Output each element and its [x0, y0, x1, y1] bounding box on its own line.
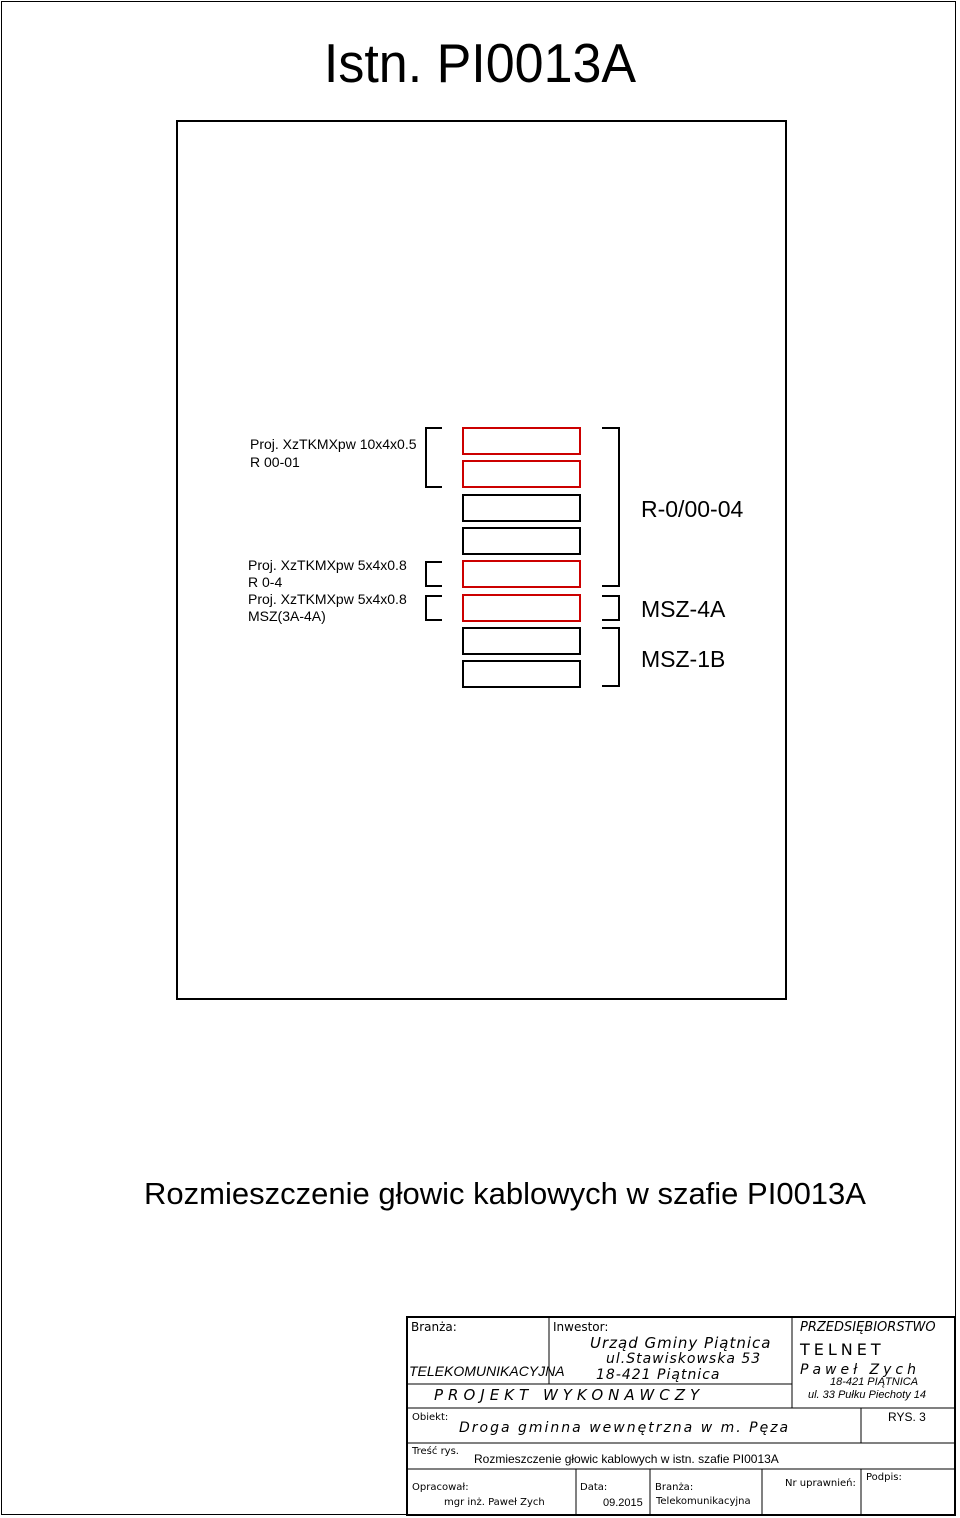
drawing-subtitle: Rozmieszczenie głowic kablowych w szafie PI0013A: [144, 1176, 866, 1211]
left-bracket-2: [426, 562, 442, 586]
tb-opracowal-value: mgr inż. Paweł Zych: [444, 1497, 545, 1508]
label-group3-cable: Proj. XzTKMXpw 5x4x0.8: [248, 591, 407, 607]
cable-head-8: [463, 661, 580, 687]
tb-rys: RYS. 3: [888, 1410, 926, 1424]
tb-branza-value: TELEKOMUNIKACYJNA: [409, 1363, 565, 1379]
tb-tresc-value: Rozmieszczenie głowic kablowych w istn. szafie PI0013A: [474, 1452, 779, 1466]
tb-inwestor-street: ul.Stawiskowska 53: [606, 1351, 762, 1367]
tb-opracowal-label: Opracował:: [412, 1482, 469, 1493]
cable-head-2: [463, 461, 580, 487]
tb-inwestor-label: Inwestor:: [553, 1320, 609, 1334]
right-bracket-1: [602, 428, 619, 586]
tb-company-owner: Paweł Zych: [800, 1362, 921, 1378]
tb-podpis-label: Podpis:: [866, 1472, 902, 1483]
tb-branza-label: Branża:: [411, 1320, 457, 1334]
cable-head-3: [463, 495, 580, 521]
right-bracket-2: [602, 596, 619, 620]
drawing-title: Istn. PI0013A: [323, 33, 637, 95]
tb-obiekt-label: Obiekt:: [412, 1412, 449, 1423]
cable-head-5: [463, 561, 580, 587]
tb-branza2-label: Branża:: [655, 1482, 694, 1493]
right-bracket-3: [602, 628, 619, 686]
tb-projekt: PROJEKT WYKONAWCZY: [434, 1386, 705, 1404]
tb-company-city: 18-421 PIĄTNICA: [830, 1376, 919, 1388]
tb-data-label: Data:: [580, 1482, 608, 1493]
tb-tresc-label: Treść rys.: [412, 1446, 459, 1457]
label-group1-cable: Proj. XzTKMXpw 10x4x0.5: [250, 436, 417, 452]
left-bracket-3: [426, 596, 442, 620]
left-bracket-1: [426, 428, 442, 487]
cable-head-4: [463, 528, 580, 554]
tb-inwestor-city: 18-421 Piątnica: [596, 1367, 721, 1383]
cable-head-7: [463, 628, 580, 654]
tb-branza2-value: Telekomunikacyjna: [656, 1496, 751, 1507]
label-right-group3: MSZ-1B: [641, 646, 726, 672]
cable-head-1: [463, 428, 580, 454]
cable-head-6: [463, 595, 580, 621]
tb-company-name: TELNET: [800, 1340, 885, 1359]
tb-data-value: 09.2015: [603, 1497, 643, 1509]
label-group2-ref: R 0-4: [248, 574, 283, 590]
tb-inwestor-name: Urząd Gminy Piątnica: [590, 1334, 772, 1352]
tb-company-header: PRZEDSIĘBIORSTWO: [800, 1320, 936, 1335]
label-group1-ref: R 00-01: [250, 454, 300, 470]
label-group2-cable: Proj. XzTKMXpw 5x4x0.8: [248, 557, 407, 573]
label-group3-ref: MSZ(3A-4A): [248, 608, 326, 624]
tb-nr-upr-label: Nr uprawnień:: [785, 1478, 856, 1489]
label-right-group1: R-0/00-04: [641, 496, 744, 522]
tb-obiekt-value: Droga gminna wewnętrzna w m. Pęza: [459, 1420, 791, 1436]
label-right-group2: MSZ-4A: [641, 596, 726, 622]
tb-company-street: ul. 33 Pułku Piechoty 14: [808, 1389, 927, 1401]
